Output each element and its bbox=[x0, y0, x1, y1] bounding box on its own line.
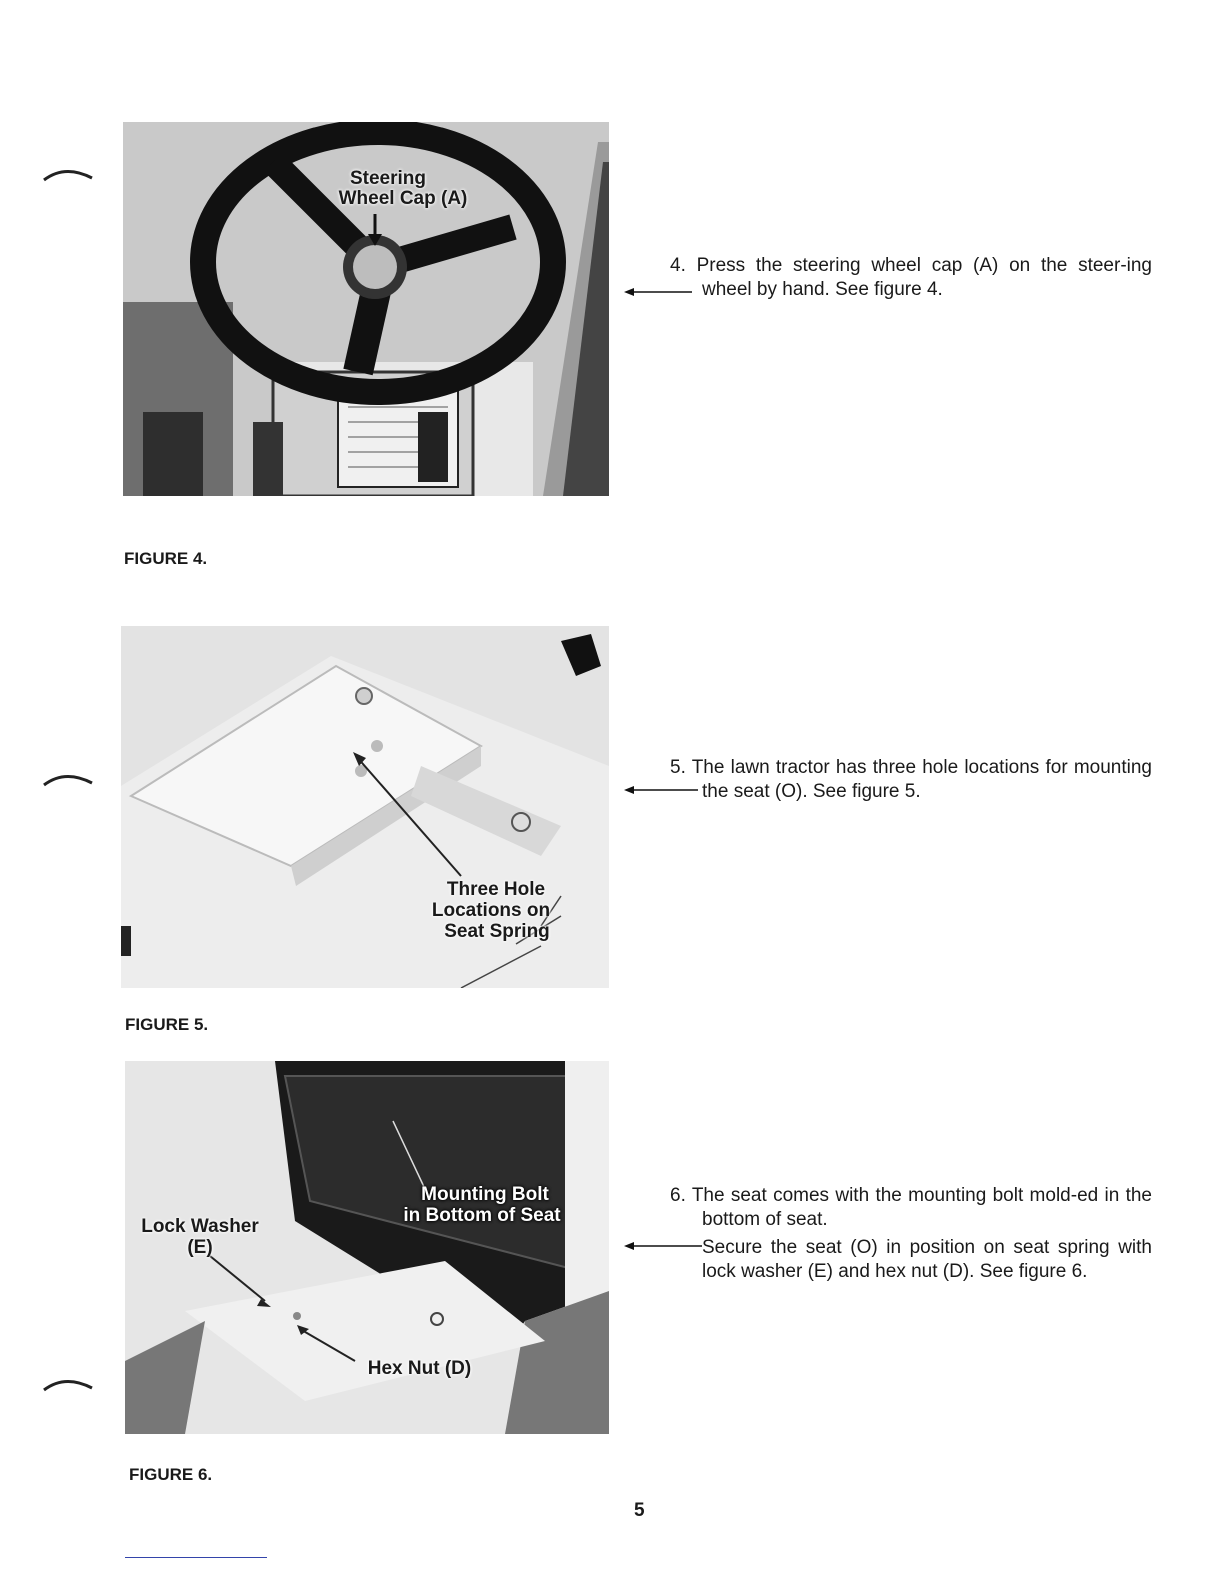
figure-6-label-hex-nut: Hex Nut (D) bbox=[367, 1358, 472, 1379]
figure-5-photo bbox=[121, 626, 609, 988]
binder-mark bbox=[40, 765, 100, 795]
step-6 bbox=[670, 1184, 1152, 1284]
arrow-left-icon bbox=[622, 784, 700, 796]
figure-5-label-line-2: Locations on bbox=[431, 900, 551, 921]
figure-6-label-lock-washer-id: (E) bbox=[187, 1237, 213, 1258]
step-6-text-1: The seat comes with the mounting bolt mold-ed in the bottom of seat. bbox=[691, 1185, 1153, 1230]
figure-5-caption: FIGURE 5. bbox=[125, 1015, 209, 1034]
binder-mark bbox=[40, 1370, 100, 1400]
step-5-text: The lawn tractor has three hole locations for mounting the seat (O). See figure 5. bbox=[691, 757, 1153, 802]
figure-4-label-line-1: Steering bbox=[349, 168, 427, 189]
step-6-text-2: Secure the seat (O) in position on seat spring with lock washer (E) and hex nut (D). See figure 6. bbox=[702, 1237, 1152, 1282]
figure-4-photo bbox=[123, 122, 609, 496]
binder-mark bbox=[40, 160, 100, 190]
figure-5-label-line-1: Three Hole bbox=[446, 879, 546, 900]
page-number: 5 bbox=[634, 1500, 645, 1521]
figure-6-label-lock-washer: Lock Washer bbox=[141, 1216, 259, 1237]
figure-5-label-line-3: Seat Spring bbox=[444, 921, 550, 942]
figure-6-label-mounting-bolt-2: in Bottom of Seat bbox=[403, 1205, 561, 1226]
figure-4-caption: FIGURE 4. bbox=[124, 549, 208, 568]
step-4-text: Press the steering wheel cap (A) on the steer-ing wheel by hand. See figure 4. bbox=[696, 255, 1152, 300]
figure-6-caption: FIGURE 6. bbox=[129, 1465, 213, 1484]
step-5-number: 5. bbox=[670, 757, 686, 778]
figure-6-label-mounting-bolt-1: Mounting Bolt bbox=[421, 1184, 549, 1205]
step-5 bbox=[670, 756, 1152, 804]
step-4 bbox=[670, 254, 1152, 302]
arrow-left-icon bbox=[622, 286, 694, 298]
step-4-number: 4. bbox=[670, 255, 686, 276]
figure-6-photo bbox=[125, 1061, 609, 1434]
step-6-number: 6. bbox=[670, 1185, 686, 1206]
footer-rule bbox=[125, 1557, 267, 1558]
figure-4-label-line-2: Wheel Cap (A) bbox=[338, 188, 468, 209]
arrow-left-icon bbox=[622, 1240, 704, 1252]
